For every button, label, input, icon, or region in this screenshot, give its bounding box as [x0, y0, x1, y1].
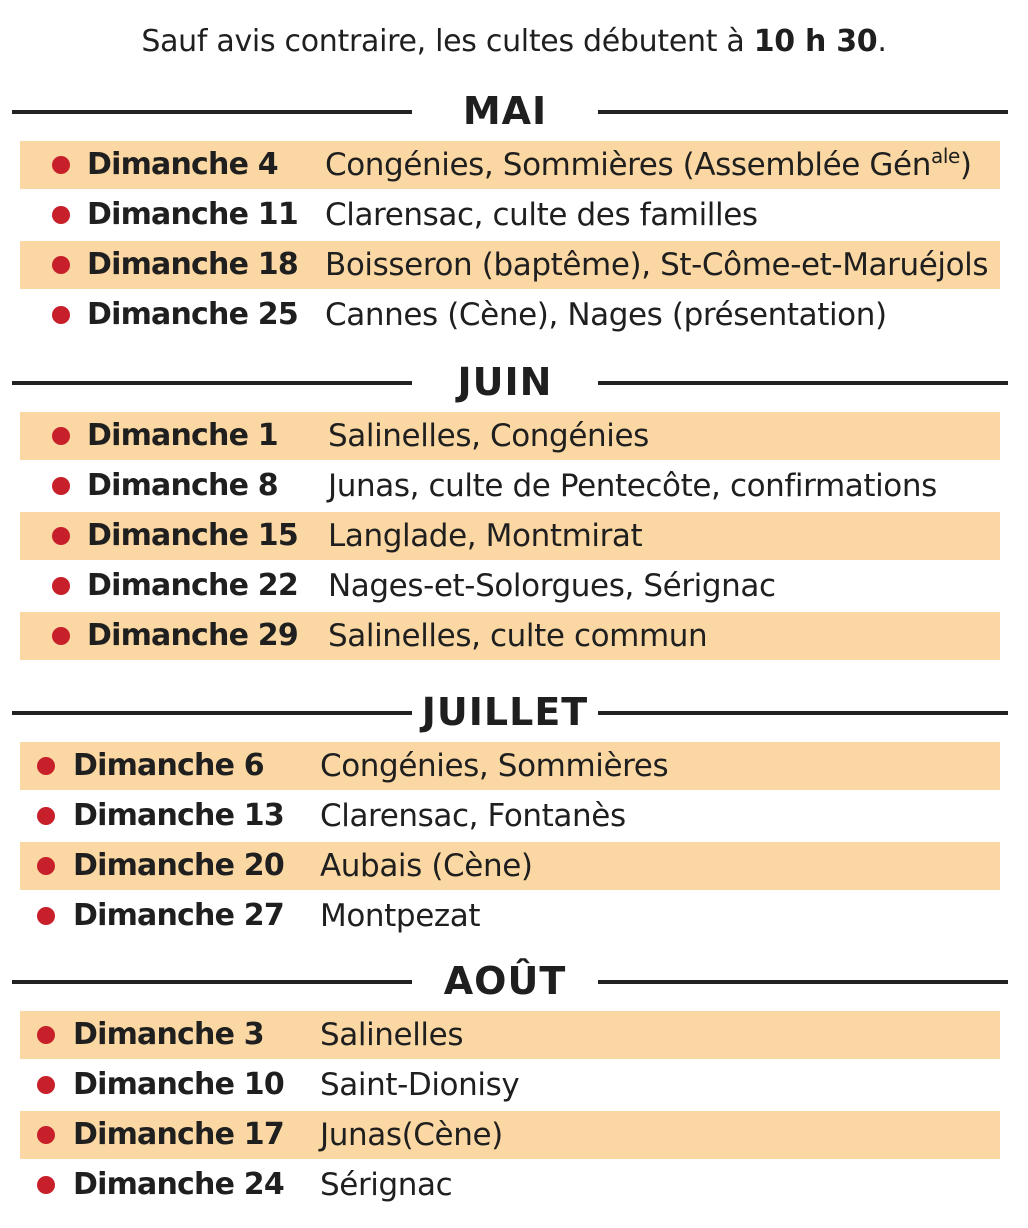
bullet-icon — [52, 477, 70, 495]
bullet-icon — [52, 427, 70, 445]
bullet-icon — [52, 577, 70, 595]
service-place: Boisseron (baptême), St-Côme-et-Maruéjols — [325, 247, 989, 283]
service-place: Cannes (Cène), Nages (présentation) — [325, 297, 887, 333]
service-place: Saint-Dionisy — [320, 1067, 520, 1103]
service-day: Dimanche 20 — [73, 848, 284, 883]
bullet-icon — [37, 1176, 55, 1194]
service-row — [20, 141, 1000, 189]
service-row — [20, 191, 1000, 239]
bullet-icon — [37, 1126, 55, 1144]
service-place: Junas, culte de Pentecôte, confirmations — [328, 468, 937, 504]
divider-right — [598, 381, 1008, 385]
month-title: JUILLET — [421, 690, 589, 734]
bullet-icon — [37, 807, 55, 825]
service-day: Dimanche 10 — [73, 1067, 284, 1102]
bullet-icon — [37, 757, 55, 775]
service-day: Dimanche 24 — [73, 1167, 284, 1202]
service-row — [20, 612, 1000, 660]
divider-left — [12, 381, 412, 385]
service-place: Aubais (Cène) — [320, 848, 533, 884]
service-row — [20, 462, 1000, 510]
service-day: Dimanche 4 — [87, 147, 278, 182]
service-row — [20, 792, 1000, 840]
month-title: JUIN — [457, 360, 553, 404]
service-place — [325, 141, 972, 189]
month-header — [0, 354, 1028, 410]
service-place: Clarensac, Fontanès — [320, 798, 626, 834]
month-title: AOÛT — [443, 959, 567, 1003]
service-day: Dimanche 29 — [87, 618, 298, 653]
service-day: Dimanche 6 — [73, 748, 264, 783]
service-place: Congénies, Sommières — [320, 748, 669, 784]
service-row — [20, 512, 1000, 560]
service-day: Dimanche 8 — [87, 468, 278, 503]
divider-right — [598, 980, 1008, 984]
service-place: Salinelles — [320, 1017, 464, 1053]
service-row — [20, 742, 1000, 790]
service-day: Dimanche 15 — [87, 518, 298, 553]
bullet-icon — [37, 857, 55, 875]
bullet-icon — [52, 306, 70, 324]
service-place: Nages-et-Solorgues, Sérignac — [328, 568, 776, 604]
service-day: Dimanche 1 — [87, 418, 278, 453]
divider-left — [12, 110, 412, 114]
service-place: Salinelles, culte commun — [328, 618, 708, 654]
service-row — [20, 291, 1000, 339]
month-title: MAI — [462, 89, 548, 133]
month-header — [0, 83, 1028, 139]
service-row — [20, 1061, 1000, 1109]
bullet-icon — [37, 1076, 55, 1094]
service-row — [20, 1111, 1000, 1159]
service-day: Dimanche 25 — [87, 297, 298, 332]
service-place: Langlade, Montmirat — [328, 518, 643, 554]
service-day: Dimanche 3 — [73, 1017, 264, 1052]
service-day: Dimanche 27 — [73, 898, 284, 933]
service-day: Dimanche 17 — [73, 1117, 284, 1152]
service-place-text: Congénies, Sommières (Assemblée Gén — [325, 147, 931, 183]
intro-period: . — [877, 24, 887, 59]
intro-notice — [0, 18, 1028, 66]
service-place: Sérignac — [320, 1167, 453, 1203]
divider-left — [12, 980, 412, 984]
service-row — [20, 241, 1000, 289]
service-place: Montpezat — [320, 898, 481, 934]
start-time: 10 h 30 — [753, 24, 878, 59]
service-day: Dimanche 11 — [87, 197, 298, 232]
service-row — [20, 1161, 1000, 1209]
month-header — [0, 953, 1028, 1009]
month-header — [0, 684, 1028, 740]
service-place: Salinelles, Congénies — [328, 418, 649, 454]
bullet-icon — [37, 907, 55, 925]
service-row — [20, 892, 1000, 940]
bullet-icon — [52, 627, 70, 645]
bullet-icon — [37, 1026, 55, 1044]
divider-right — [598, 711, 1008, 715]
service-row — [20, 412, 1000, 460]
service-place: Junas(Cène) — [320, 1117, 503, 1153]
intro-text: Sauf avis contraire, les cultes débutent à — [141, 24, 745, 59]
bullet-icon — [52, 527, 70, 545]
service-row — [20, 1011, 1000, 1059]
service-day: Dimanche 18 — [87, 247, 298, 282]
bullet-icon — [52, 206, 70, 224]
service-day: Dimanche 13 — [73, 798, 284, 833]
divider-right — [598, 110, 1008, 114]
service-place: Clarensac, culte des familles — [325, 197, 758, 233]
service-day: Dimanche 22 — [87, 568, 298, 603]
service-row — [20, 842, 1000, 890]
service-row — [20, 562, 1000, 610]
divider-left — [12, 711, 412, 715]
service-place-closing: ) — [959, 147, 972, 183]
service-place-superscript: ale — [930, 144, 960, 168]
bullet-icon — [52, 256, 70, 274]
bullet-icon — [52, 156, 70, 174]
